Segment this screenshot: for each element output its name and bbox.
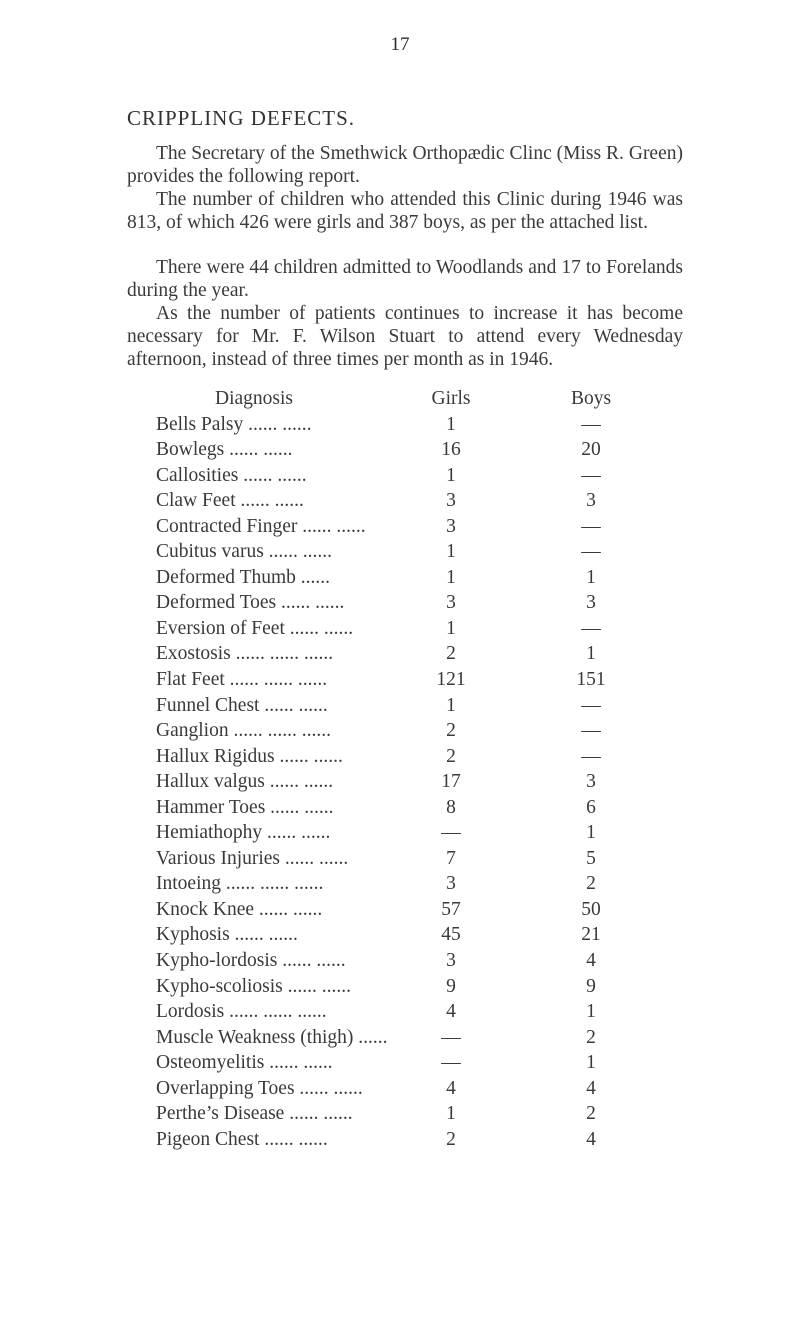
boys-count-cell: 5 [586,847,596,869]
girls-count-cell: — [441,1026,461,1048]
header-girls: Girls [431,388,471,409]
table-row [0,1129,800,1155]
girls-count-cell: 2 [446,745,456,767]
boys-count-cell: — [581,745,601,767]
diagnosis-cell: Ganglion ...... ...... ...... [156,720,331,742]
boys-count-cell: 1 [586,1001,596,1023]
table-row [0,873,800,899]
diagnosis-cell: Contracted Finger ...... ...... [156,515,366,537]
table-row [0,924,800,950]
table-row [0,771,800,797]
diagnosis-cell: Kypho-lordosis ...... ...... [156,950,346,972]
diagnosis-cell: Osteomyelitis ...... ...... [156,1052,333,1074]
boys-count-cell: — [581,541,601,563]
boys-count-cell: 9 [586,975,596,997]
girls-count-cell: 1 [446,413,456,435]
girls-count-cell: 4 [446,1077,456,1099]
table-row [0,720,800,746]
diagnosis-cell: Lordosis ...... ...... ...... [156,1001,327,1023]
section-heading: CRIPPLING DEFECTS. [127,106,356,130]
boys-count-cell: 4 [586,950,596,972]
boys-count-cell: 3 [586,592,596,614]
table-row [0,1052,800,1078]
paragraph-admissions: There were 44 children admitted to Woodlands and 17 to Forelands during the year. [127,257,683,301]
girls-count-cell: 1 [446,694,456,716]
table-row [0,976,800,1002]
diagnosis-cell: Claw Feet ...... ...... [156,490,304,512]
table-row [0,797,800,823]
diagnosis-cell: Eversion of Feet ...... ...... [156,617,354,639]
diagnosis-cell: Funnel Chest ...... ...... [156,694,328,716]
table-row [0,1027,800,1053]
paragraph-attendance: The number of children who attended this Clinic during 1946 was 813, of which 426 were girls and 387 boys, as per the attached list. [127,189,683,233]
girls-count-cell: — [441,1052,461,1074]
boys-count-cell: 2 [586,1103,596,1125]
girls-count-cell: 2 [446,720,456,742]
diagnosis-cell: Overlapping Toes ...... ...... [156,1077,363,1099]
table-row [0,439,800,465]
diagnosis-cell: Callosities ...... ...... [156,464,307,486]
diagnosis-cell: Deformed Thumb ...... [156,566,331,588]
girls-count-cell: 3 [446,873,456,895]
table-row [0,950,800,976]
header-diagnosis: Diagnosis [215,388,293,409]
boys-count-cell: 50 [581,898,601,920]
girls-count-cell: 3 [446,490,456,512]
diagnosis-cell: Hemiathophy ...... ...... [156,822,331,844]
diagnosis-cell: Cubitus varus ...... ...... [156,541,333,563]
boys-count-cell: 4 [586,1077,596,1099]
diagnosis-cell: Hammer Toes ...... ...... [156,796,334,818]
diagnosis-cell: Knock Knee ...... ...... [156,898,323,920]
diagnosis-cell: Flat Feet ...... ...... ...... [156,669,328,691]
diagnosis-cell: Perthe’s Disease ...... ...... [156,1103,353,1125]
girls-count-cell: 1 [446,464,456,486]
diagnosis-cell: Deformed Toes ...... ...... [156,592,345,614]
boys-count-cell: 2 [586,1026,596,1048]
boys-count-cell: 6 [586,796,596,818]
table-row [0,1103,800,1129]
table-row [0,822,800,848]
boys-count-cell: 4 [586,1128,596,1150]
diagnosis-cell: Exostosis ...... ...... ...... [156,643,334,665]
diagnosis-cell: Bowlegs ...... ...... [156,439,293,461]
page-number: 17 [390,34,410,55]
girls-count-cell: 1 [446,566,456,588]
table-row [0,1078,800,1104]
boys-count-cell: — [581,617,601,639]
table-body [0,414,800,1155]
girls-count-cell: 9 [446,975,456,997]
paragraph-intro: The Secretary of the Smethwick Orthopædic Clinc (Miss R. Green) provides the following report. [127,143,683,187]
diagnosis-table [0,388,800,1154]
table-row [0,643,800,669]
diagnosis-cell: Pigeon Chest ...... ...... [156,1128,328,1150]
boys-count-cell: 1 [586,643,596,665]
diagnosis-cell: Hallux valgus ...... ...... [156,771,334,793]
girls-count-cell: 3 [446,515,456,537]
girls-count-cell: 2 [446,643,456,665]
girls-count-cell: 45 [441,924,461,946]
header-boys: Boys [570,388,612,409]
table-row [0,567,800,593]
girls-count-cell: 57 [441,898,461,920]
table-header-row [0,388,800,414]
table-row [0,848,800,874]
table-row [0,490,800,516]
diagnosis-cell: Kypho-scoliosis ...... ...... [156,975,351,997]
diagnosis-cell: Muscle Weakness (thigh) ...... [156,1026,388,1048]
table-row [0,592,800,618]
table-row [0,1001,800,1027]
boys-count-cell: 151 [576,669,606,691]
diagnosis-cell: Bells Palsy ...... ...... [156,413,312,435]
girls-count-cell: 1 [446,1103,456,1125]
boys-count-cell: — [581,515,601,537]
diagnosis-cell: Intoeing ...... ...... ...... [156,873,324,895]
boys-count-cell: 3 [586,771,596,793]
girls-count-cell: 121 [436,669,466,691]
table-row [0,695,800,721]
girls-count-cell: 3 [446,950,456,972]
girls-count-cell: 16 [441,439,461,461]
table-row [0,541,800,567]
boys-count-cell: 1 [586,1052,596,1074]
boys-count-cell: — [581,694,601,716]
table-row [0,516,800,542]
girls-count-cell: 3 [446,592,456,614]
boys-count-cell: 21 [581,924,601,946]
boys-count-cell: 1 [586,822,596,844]
girls-count-cell: 17 [441,771,461,793]
girls-count-cell: — [441,822,461,844]
girls-count-cell: 7 [446,847,456,869]
table-row [0,899,800,925]
table-row [0,669,800,695]
boys-count-cell: — [581,720,601,742]
diagnosis-cell: Hallux Rigidus ...... ...... [156,745,343,767]
boys-count-cell: — [581,464,601,486]
paragraph-schedule: As the number of patients continues to increase it has become necessary for Mr. F. Wilson Stuart to attend every Wednesday afternoon, instead of three times per month as in 1946. [127,303,683,370]
girls-count-cell: 1 [446,541,456,563]
diagnosis-cell: Various Injuries ...... ...... [156,847,349,869]
table-row [0,746,800,772]
diagnosis-cell: Kyphosis ...... ...... [156,924,298,946]
table-row [0,414,800,440]
girls-count-cell: 8 [446,796,456,818]
boys-count-cell: 1 [586,566,596,588]
boys-count-cell: — [581,413,601,435]
boys-count-cell: 2 [586,873,596,895]
girls-count-cell: 1 [446,617,456,639]
boys-count-cell: 20 [581,439,601,461]
girls-count-cell: 4 [446,1001,456,1023]
girls-count-cell: 2 [446,1128,456,1150]
table-row [0,618,800,644]
table-row [0,465,800,491]
boys-count-cell: 3 [586,490,596,512]
